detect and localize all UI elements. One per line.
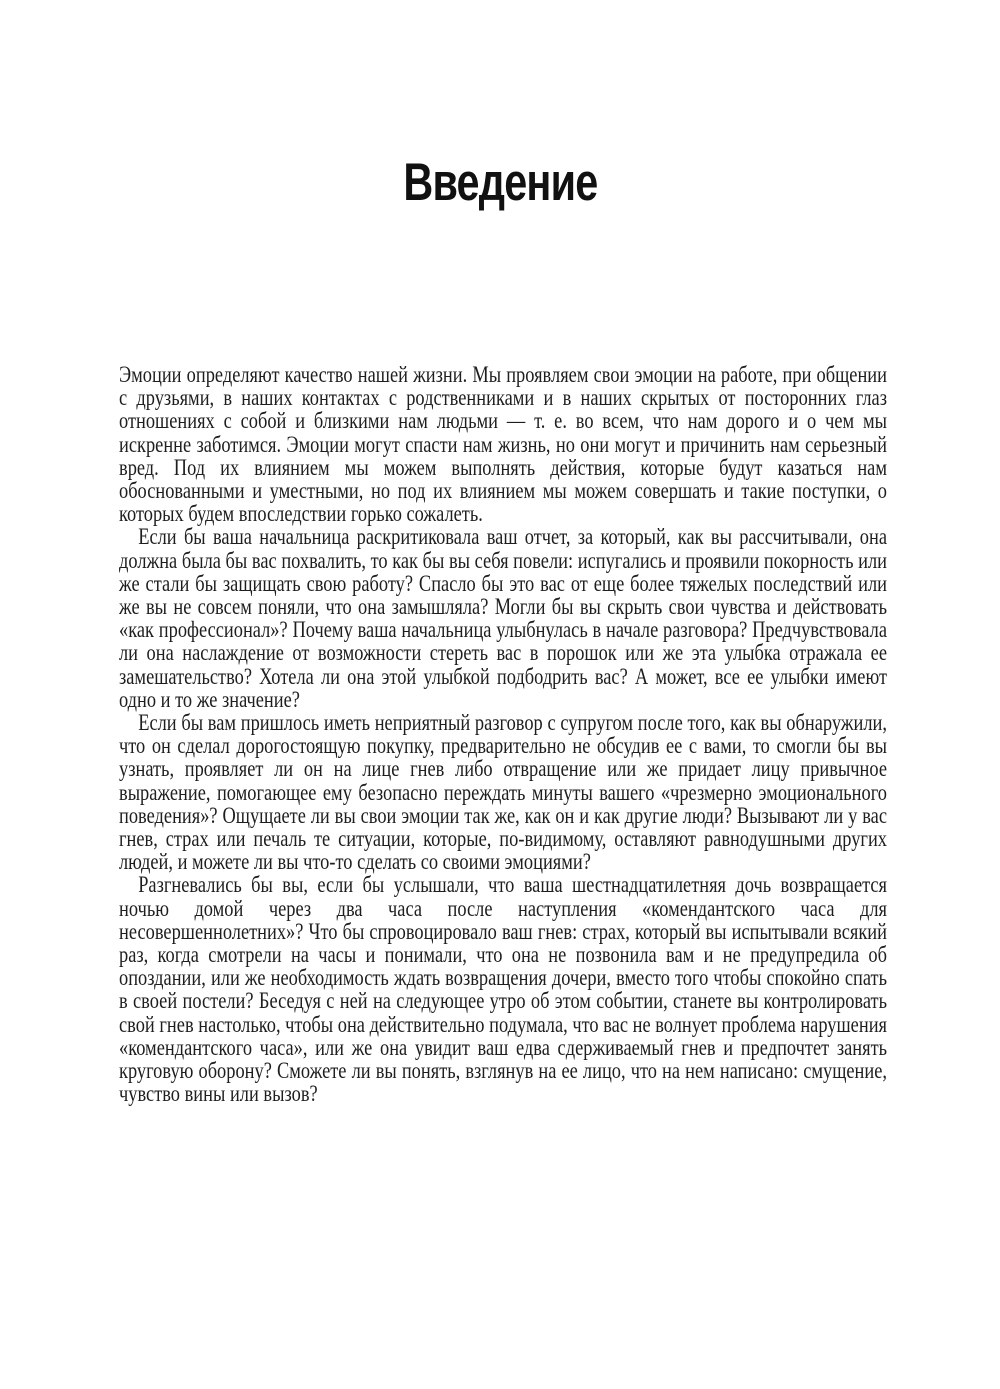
paragraph-4: Разгневались бы вы, если бы услышали, что ваша шестнадцатилетняя дочь возвращается ночью домой через два часа после наступления «комендантского часа для несовершеннолетних»? Что бы спровоцировало ваш гнев: страх, который вы испытывали всякий раз, когда смотрели на часы и понимали, что она не позвонила вам и не предупредила об опоздании, или же необходимость ждать возвращения дочери, вместо того чтобы спокойно спать в своей постели? Беседуя с ней на следующее утро об этом событии, станете вы контролировать свой гнев настолько, чтобы она действительно подумала, что вас не волнует проблема нарушения «комендантского часа», или же она увидит ваш едва сдерживаемый гнев и предпочтет занять круговую оборону? Сможете ли вы понять, взглянув на ее лицо, что на нем написано: смущение, чувство вины или вызов?: [119, 872, 887, 1107]
body-text-column: [119, 363, 887, 1106]
paragraph-2: Если бы ваша начальница раскритиковала ваш отчет, за который, как вы рассчитывали, она должна была бы вас похвалить, то как бы вы себя повели: испугались и проявили покорность или же стали бы защищать свою работу? Спасло бы это вас от еще более тяжелых последствий или же вы не совсем поняли, что она замышляла? Могли бы вы скрыть свои чувства и действовать «как профессионал»? Почему ваша начальница улыбнулась в начале разговора? Предчувствовала ли она наслаждение от возможности стереть вас в порошок или же эта улыбка отражала ее замешательство? Хотела ли она этой улыбкой подбодрить вас? А может, все ее улыбки имеют одно и то же значение?: [119, 524, 887, 712]
paragraph-1: Эмоции определяют качество нашей жизни. Мы проявляем свои эмоции на работе, при общении с друзьями, в наших контактах с родственниками и в наших скрытых от посторонних глаз отношениях с собой и близкими нам людьми — т. е. во всем, что нам дорого и о чем мы искренне заботимся. Эмоции могут спасти нам жизнь, но они могут и причинить нам серьезный вред. Под их влиянием мы можем выполнять действия, которые будут казаться нам обоснованными и уместными, но под их влиянием мы можем совершать и такие поступки, о которых будем впоследствии горько сожалеть.: [119, 362, 887, 527]
chapter-title-text: Введение: [402, 153, 598, 212]
chapter-title: [0, 153, 1000, 212]
paragraph-3: Если бы вам пришлось иметь неприятный разговор с супругом после того, как вы обнаружили, что он сделал дорогостоящую покупку, предварительно не обсудив ее с вами, то смогли бы вы узнать, проявляет ли он на лице гнев либо отвращение или же придает лицу привычное выражение, помогающее ему безопасно переждать минуты вашего «чрезмерно эмоционального поведения»? Ощущаете ли вы свои эмоции так же, как он и как другие люди? Вызывают ли у вас гнев, страх или печаль те ситуации, которые, по-видимому, оставляют равнодушными других людей, и можете ли вы что-то сделать со своими эмоциями?: [119, 710, 887, 875]
